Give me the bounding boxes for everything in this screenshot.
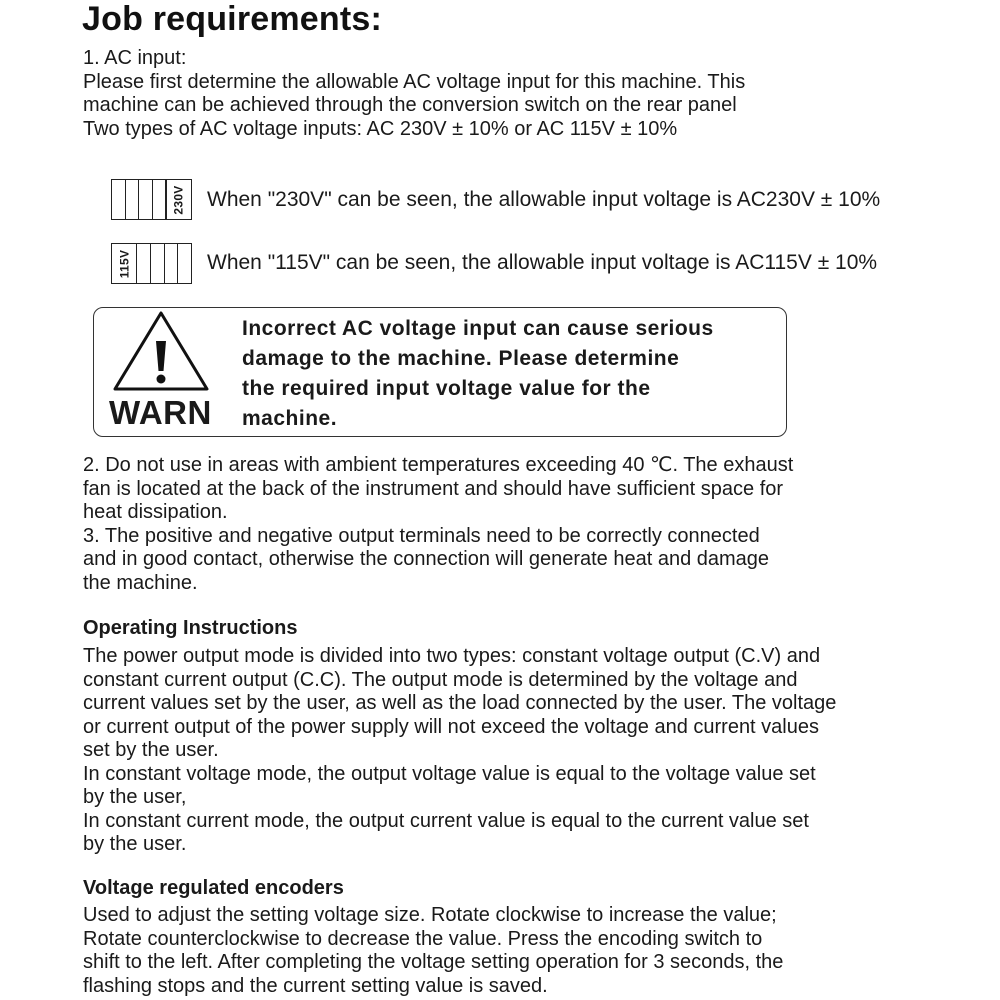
text-line: damage to the machine. Please determine — [242, 347, 680, 370]
text-line: 2. Do not use in areas with ambient temperatures exceeding 40 ℃. The exhaust — [83, 454, 794, 476]
text-line: fan is located at the back of the instrument and should have sufficient space for — [83, 477, 784, 500]
switch-label: 115V — [117, 249, 132, 278]
warn-label: WARN — [109, 394, 212, 431]
text-line: current values set by the user, as well as the load connected by the user. The voltage — [83, 692, 837, 714]
switch-115v-text: When "115V" can be seen, the allowable input voltage is AC115V ± 10% — [207, 251, 878, 274]
text-line: Incorrect AC voltage input can cause serious — [242, 317, 714, 340]
switch-115v-icon — [111, 243, 192, 284]
text-line: the machine. — [83, 571, 198, 594]
text-line: constant current output (C.C). The output mode is determined by the voltage and — [83, 668, 798, 691]
text-line: In constant voltage mode, the output voltage value is equal to the voltage value set — [83, 762, 816, 785]
switch-label: 230V — [172, 184, 187, 215]
text-line: 1. AC input: — [83, 47, 187, 69]
operating-section — [83, 645, 836, 857]
text-line: and in good contact, otherwise the connection will generate heat and damage — [83, 548, 770, 570]
text-line: The power output mode is divided into two types: constant voltage output (C.V) and — [83, 645, 821, 667]
warning-triangle-icon — [111, 309, 211, 393]
ac-input-section — [83, 47, 745, 141]
text-line: Two types of AC voltage inputs: AC 230V ± 10% or AC 115V ± 10% — [83, 117, 678, 140]
text-line: flashing stops and the current setting value is saved. — [83, 974, 548, 997]
text-line: heat dissipation. — [83, 501, 228, 523]
text-line: set by the user. — [83, 739, 219, 761]
text-line: In constant current mode, the output current value is equal to the current value set — [83, 809, 809, 832]
points-section — [83, 454, 793, 595]
text-line: Used to adjust the setting voltage size. Rotate clockwise to increase the value; — [83, 904, 777, 926]
text-line: by the user. — [83, 833, 187, 855]
text-line: shift to the left. After completing the voltage setting operation for 3 seconds, the — [83, 951, 784, 973]
warning-text — [242, 314, 714, 434]
text-line: or current output of the power supply will not exceed the voltage and current values — [83, 715, 819, 738]
switch-230v-icon — [111, 179, 192, 220]
encoders-heading: Voltage regulated encoders — [83, 877, 344, 899]
text-line: the required input voltage value for the — [242, 377, 651, 400]
text-line: by the user, — [83, 786, 187, 808]
text-line: machine can be achieved through the conversion switch on the rear panel — [83, 94, 737, 116]
switch-230v-text: When "230V" can be seen, the allowable input voltage is AC230V ± 10% — [207, 188, 881, 211]
text-line: Rotate counterclockwise to decrease the value. Press the encoding switch to — [83, 927, 763, 950]
text-line: Please first determine the allowable AC voltage input for this machine. This — [83, 70, 746, 93]
text-line: 3. The positive and negative output terminals need to be correctly connected — [83, 524, 760, 547]
encoders-section — [83, 904, 783, 998]
text-line: machine. — [242, 407, 338, 430]
page-title: Job requirements: — [82, 0, 383, 38]
operating-heading: Operating Instructions — [83, 617, 298, 639]
